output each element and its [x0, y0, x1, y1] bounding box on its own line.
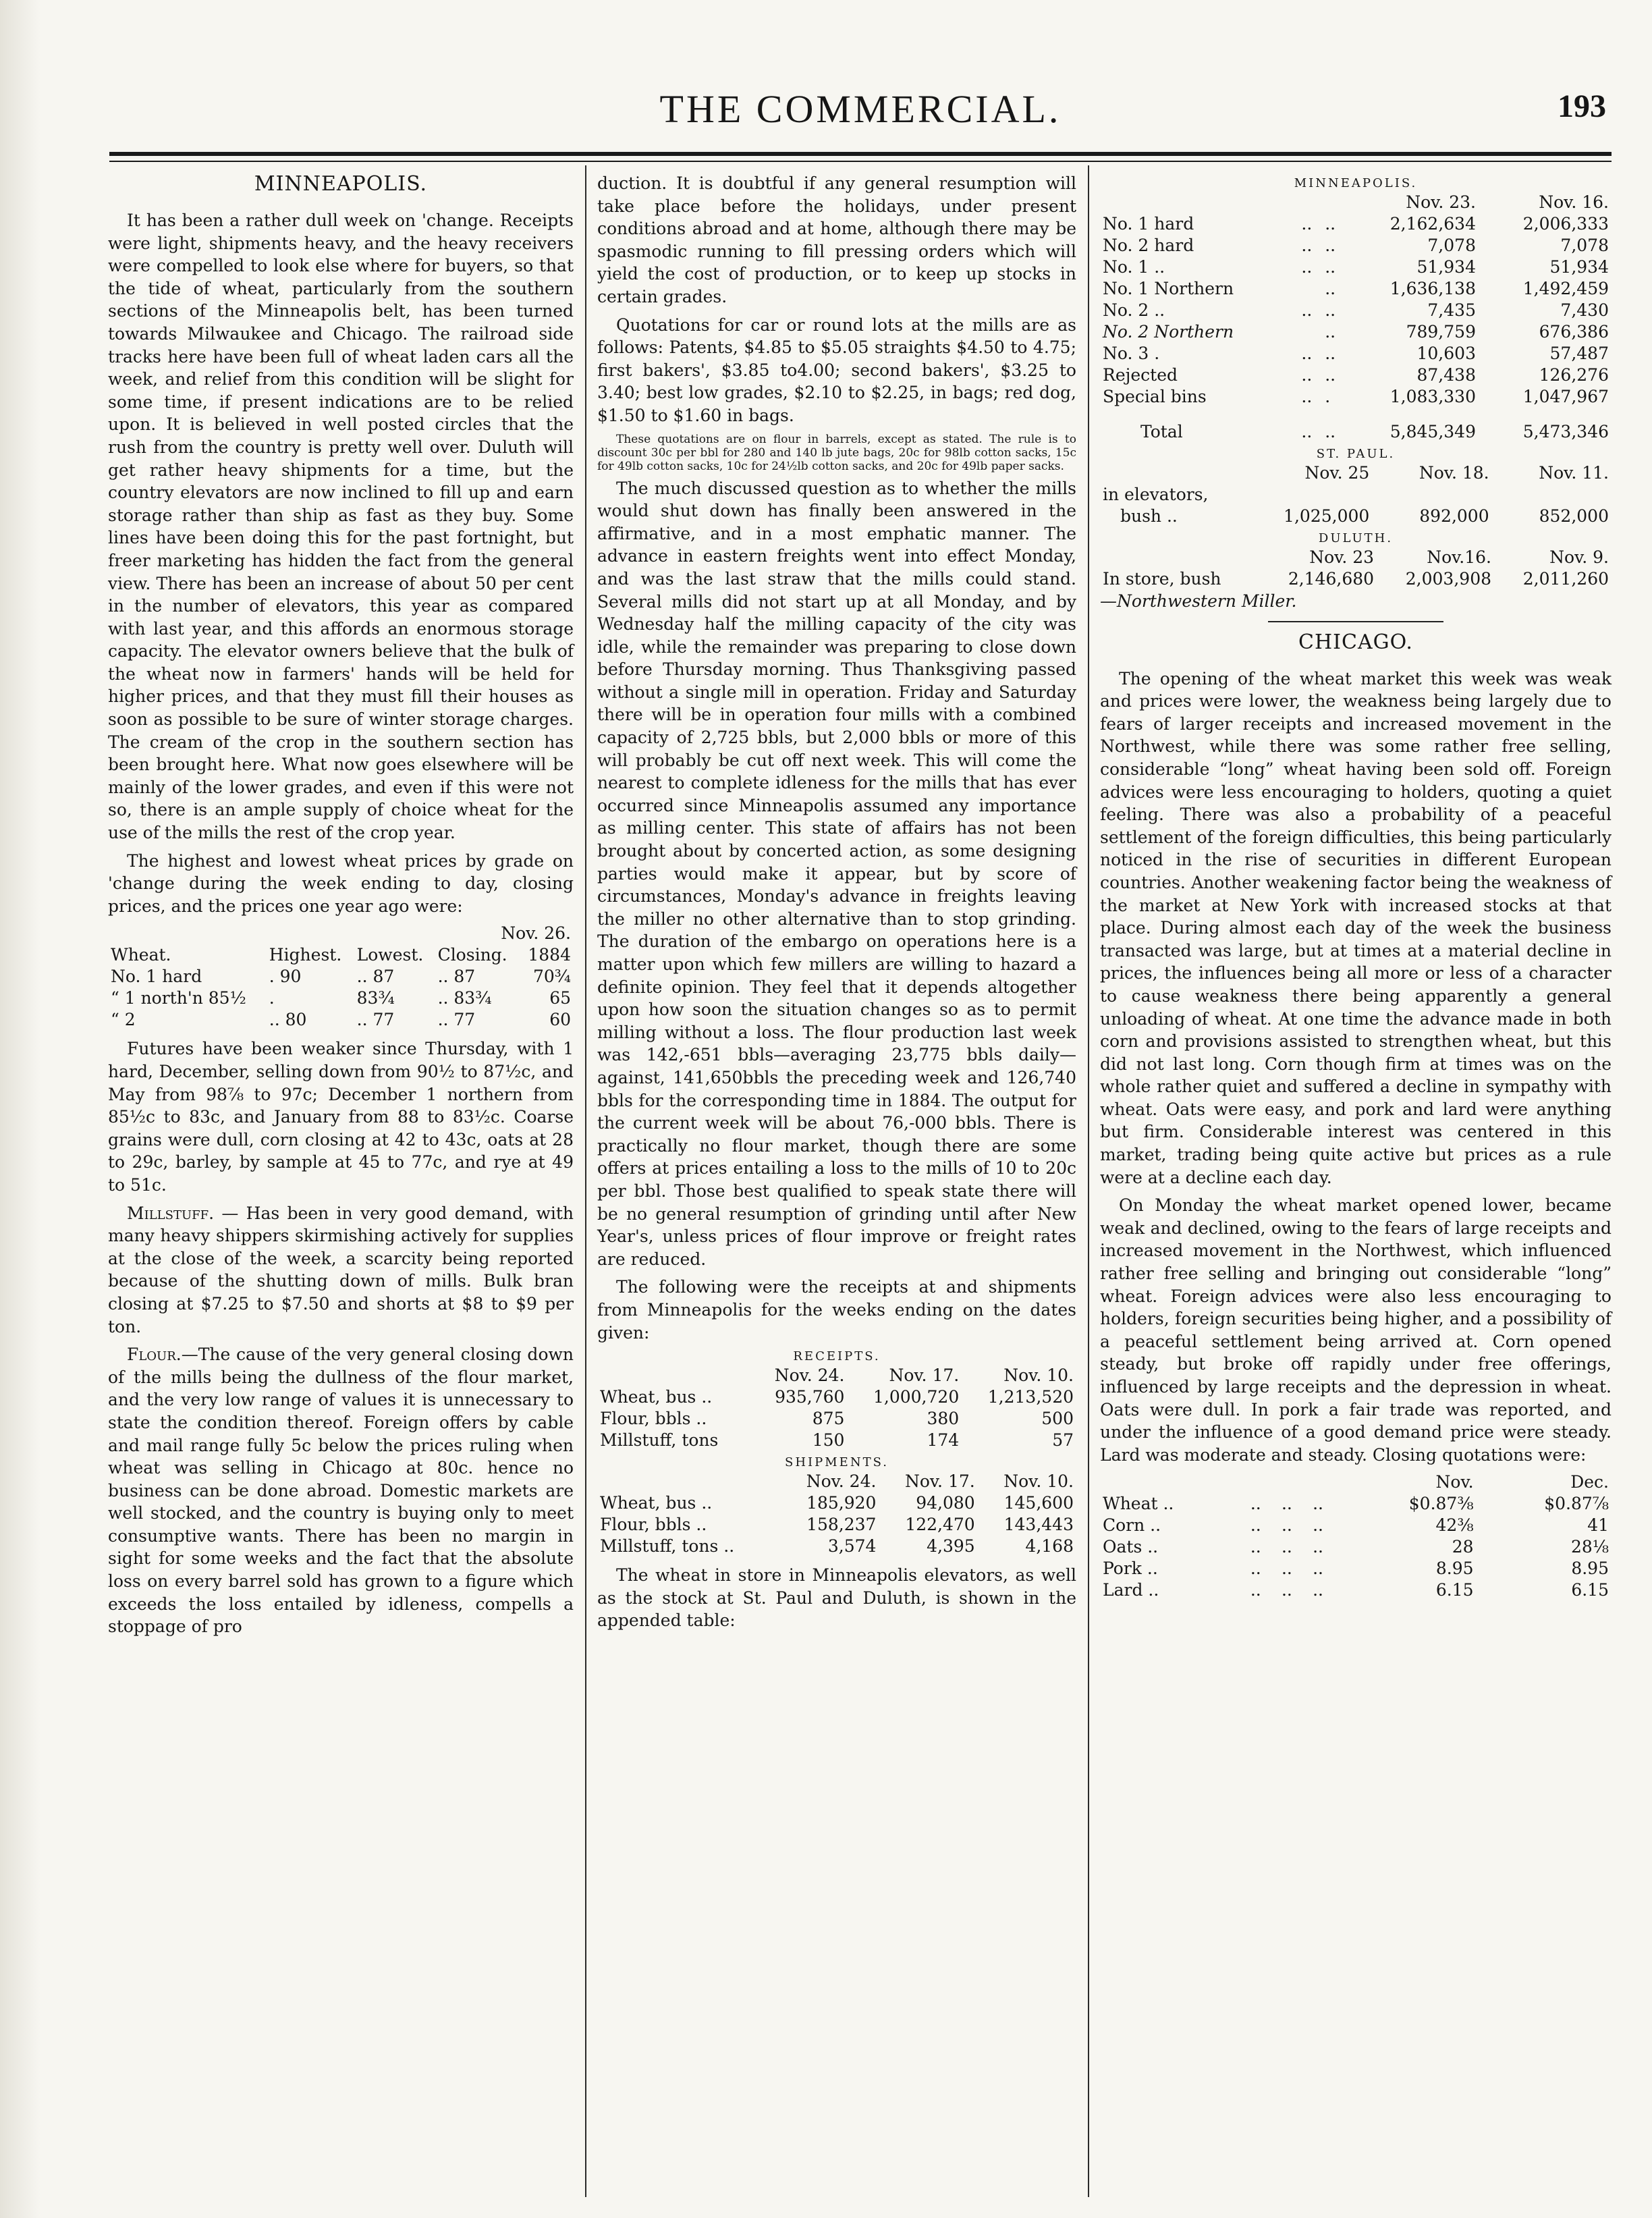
- page-number: 193: [1558, 88, 1606, 124]
- table-cell: No. 1 hard: [1103, 214, 1194, 234]
- duluth-heading: DULUTH.: [1318, 531, 1394, 545]
- shipments-heading: SHIPMENTS.: [785, 1455, 889, 1470]
- paragraph-millstuff: [108, 1202, 574, 1338]
- table-cell: 122,470: [905, 1515, 975, 1535]
- table-cell: .. 77: [356, 1010, 395, 1030]
- table-cell: ..: [1325, 344, 1336, 363]
- column-3: [1100, 172, 1612, 1601]
- table-row: [1100, 1536, 1612, 1558]
- paragraph: duction. It is doubtful if any general resumption will take place before the holidays, under present conditions abroad and at home, although there may be spasmodic running to fill pressing orders which will yield the cost of production, or to keep up stocks in certain grades.: [597, 173, 1076, 306]
- table-row: [1100, 568, 1612, 590]
- paragraph-text: —The cause of the very general closing down of the mills being the dullness of the flour market, and the very low range of values it is unnecessary to state the condition thereof. Foreign offers by cable and mail range fully 5c below the prices ruling when wheat was selling in Chicago at 80c. hence no business can be done abroad. Domestic markets are well stocked, and the country is buying only to meet consumptive wants. There has been no margin in sight for some weeks and the fact that the absolute loss on every barrel sold has grown to a figure which exceeds the loss entailed by idleness, compells a stoppage of pro: [108, 1345, 574, 1637]
- table-cell: Millstuff, tons ..: [600, 1536, 735, 1557]
- table-cell: Lard ..: [1103, 1580, 1159, 1600]
- header-rule-thick: [109, 152, 1612, 156]
- table-header-row: [1100, 1471, 1612, 1493]
- table-header-row: [1100, 462, 1612, 484]
- table-cell: 83¾: [356, 988, 395, 1008]
- paragraph-text: — Has been in very good demand, with many heavy shippers skirmishing actively for supplies at the close of the week, a scarcity being reported because of the shutting down of mills. Bulk bran closing at $7.25 to $7.50 and shorts at $8 to $9 per ton.: [108, 1203, 574, 1336]
- table-cell: $0.87⅞: [1544, 1494, 1609, 1514]
- duluth-table: [1100, 547, 1612, 590]
- column-header: Highest.: [269, 945, 342, 965]
- section-heading-minneapolis: MINNEAPOLIS.: [254, 172, 428, 196]
- table-cell: 70¾: [532, 967, 571, 987]
- table-cell: ..: [1313, 1580, 1323, 1600]
- table-cell: ..: [1250, 1494, 1261, 1514]
- table-row: [1100, 278, 1612, 300]
- table-cell: 57,487: [1549, 344, 1609, 363]
- table-cell: In store, bush: [1103, 569, 1221, 589]
- table-cell: ..: [1301, 300, 1313, 320]
- table-cell: 892,000: [1419, 506, 1489, 526]
- table-row: [1100, 1493, 1612, 1515]
- table-cell: 94,080: [916, 1493, 975, 1513]
- table-cell: Wheat ..: [1103, 1494, 1174, 1514]
- section-divider: [1268, 621, 1443, 622]
- table-row: [1100, 506, 1612, 527]
- paragraph: The highest and lowest wheat prices by grade on 'change during the week ending to day, closing prices, and the prices one year ago were:: [108, 850, 574, 916]
- table-cell: 8.95: [1435, 1559, 1474, 1579]
- table-cell: 185,920: [806, 1493, 877, 1513]
- table-cell: ..: [1281, 1515, 1292, 1536]
- table-cell: No. 2 hard: [1103, 236, 1194, 255]
- table-cell: 1,636,138: [1389, 279, 1476, 298]
- column-header: Closing.: [437, 945, 507, 965]
- shipments-table: [597, 1471, 1076, 1557]
- table-cell: “ 1 north'n 85½: [111, 988, 246, 1008]
- column-header: Nov.16.: [1427, 547, 1491, 567]
- publication-title: THE COMMERCIAL.: [659, 87, 1062, 131]
- run-in-heading: Flour.: [127, 1345, 182, 1365]
- paragraph: On Monday the wheat market opened lower, became weak and declined, owing to the fears of large receipts and increased movement in the Northwest, which influenced rather free selling and bringing out considerable “long” wheat. Foreign advices were also less encouraging to holders, foreign securities being higher, and a possibility of a peaceful settlement being arrived at. Corn opened steady, but broke off rapidly under free offerings, influenced by large receipts and the depression in wheat. Oats were dull. In pork a fair trade was reported, and under the influence of a good demand price were steady. Lard was moderate and steady. Closing quotations were:: [1100, 1195, 1612, 1465]
- run-in-heading: Millstuff.: [127, 1203, 215, 1223]
- column-header: Nov. 10.: [1003, 1471, 1074, 1492]
- column-header: Nov. 10.: [1003, 1365, 1074, 1386]
- table-cell: 145,600: [1003, 1493, 1074, 1513]
- table-row: [1100, 300, 1612, 321]
- column-header: Nov. 24.: [774, 1365, 845, 1386]
- column-header: Nov. 23.: [1406, 192, 1476, 212]
- column-header: Nov.: [1435, 1472, 1474, 1492]
- table-cell: Wheat, bus ..: [600, 1493, 713, 1513]
- column-header: Nov. 24.: [806, 1471, 877, 1492]
- table-cell: ..: [1301, 422, 1313, 441]
- table-cell: ..: [1281, 1580, 1292, 1600]
- table-header-row: [1100, 192, 1612, 213]
- minneapolis-store-heading: MINNEAPOLIS.: [1294, 176, 1418, 190]
- table-cell: ..: [1325, 322, 1336, 342]
- receipts-heading: RECEIPTS.: [793, 1349, 881, 1364]
- table-cell: ..: [1325, 236, 1336, 255]
- table-cell: ..: [1325, 300, 1336, 320]
- table-cell: ..: [1325, 257, 1336, 277]
- table-cell: “ 2: [111, 1010, 136, 1030]
- column-header: Nov. 23: [1309, 547, 1375, 567]
- column-1: [108, 172, 574, 1644]
- table-cell: $0.87⅜: [1408, 1494, 1474, 1514]
- table-cell: 852,000: [1539, 506, 1609, 526]
- table-cell: ..: [1250, 1580, 1261, 1600]
- table-cell: [1298, 278, 1322, 300]
- table-cell: ..: [1325, 214, 1336, 234]
- table-cell: 28⅛: [1570, 1537, 1609, 1557]
- table-header-row: [597, 1471, 1076, 1492]
- table-cell: 174: [927, 1430, 960, 1451]
- paragraph: The wheat in store in Minneapolis elevators, as well as the stock at St. Paul and Duluth, is shown in the appended table:: [597, 1565, 1076, 1631]
- table-cell: 935,760: [775, 1387, 845, 1407]
- table-cell: 126,276: [1539, 365, 1609, 385]
- table-cell: 87,438: [1416, 365, 1476, 385]
- header-rule-thin: [109, 161, 1612, 162]
- table-cell: .. 87: [356, 967, 395, 987]
- table-cell: Pork ..: [1103, 1559, 1158, 1579]
- scan-edge: [0, 0, 40, 2218]
- masthead: [108, 81, 1613, 148]
- table-cell: 875: [812, 1409, 845, 1429]
- table-cell: 2,011,260: [1522, 569, 1609, 589]
- table-cell: 1,047,967: [1522, 387, 1609, 406]
- table-date: Nov. 26.: [501, 923, 571, 944]
- table-cell: 10,603: [1416, 344, 1476, 363]
- table-cell: .: [1325, 387, 1331, 406]
- wheat-price-table: [108, 923, 574, 1031]
- section-heading-chicago: CHICAGO.: [1298, 630, 1413, 654]
- paragraph: The opening of the wheat market this week was weak and prices were lower, the weakness being largely due to fears of larger receipts and increased movement in the Northwest, while there was some rather free selling, considerable “long” wheat having been sold off. Foreign advices were less encouraging to holders, quoting a quiet feeling. There was also a probability of a peaceful settlement of the foreign difficulties, this being particularly noticed in the rise of securities in different European countries. Another weakening factor being the weakness of the market at New York with increased stocks at that place. During almost each day of the week the business transacted was large, but at times at a material decline in prices, the influences being all more or less of a character to cause weakness there being apparently a general unloading of wheat. At one time the advance made in both corn and provisions assisted to strengthen wheat, but this did not last long. Corn though firm at times was on the whole rather quiet and suffered a decline in sympathy with wheat. Oats were easy, and pork and lard were anything but firm. Considerable interest was centered in this market, trading being quite active but prices as a rule were at a decline each day.: [1100, 668, 1612, 1187]
- table-row: [1100, 1558, 1612, 1579]
- table-row: [108, 1009, 574, 1031]
- table-cell: No. 1 hard: [111, 967, 202, 987]
- table-cell: 2,146,680: [1288, 569, 1375, 589]
- table-cell: Flour, bbls ..: [600, 1409, 707, 1429]
- table-total-row: [1100, 421, 1612, 443]
- column-separator: [585, 165, 586, 2197]
- table-row: [1100, 256, 1612, 278]
- table-cell: .. 80: [269, 1010, 307, 1030]
- st-paul-heading: ST. PAUL.: [1316, 447, 1396, 461]
- column-header: Wheat.: [111, 945, 171, 965]
- table-cell: ..: [1250, 1537, 1261, 1557]
- minneapolis-store-table: [1100, 192, 1612, 443]
- table-cell: No. 3 .: [1103, 344, 1160, 363]
- table-cell: ..: [1325, 422, 1336, 441]
- table-cell: . 90: [269, 967, 302, 987]
- table-cell: 7,078: [1560, 236, 1609, 255]
- table-cell: 41: [1587, 1515, 1609, 1536]
- table-row: [597, 1430, 1076, 1451]
- column-2: [597, 172, 1076, 1638]
- table-row: [597, 1536, 1076, 1557]
- closing-quotations-table: [1100, 1471, 1612, 1601]
- table-header-row: [597, 1365, 1076, 1386]
- table-cell: 1,083,330: [1389, 387, 1476, 406]
- footnote: These quotations are on flour in barrels, except as stated. The rule is to discount 30c per bbl for 280 and 140 lb jute bags, 20c for 98lb cotton sacks, 15c for 49lb cotton sacks, 10c for 24½lb cotton sacks, and 20c for 49lb paper sacks.: [597, 432, 1076, 473]
- paragraph: Quotations for car or round lots at the mills are as follows: Patents, $4.85 to $5.05 straights $4.50 to 4.75; first bakers', $3.85 to4.00; second bakers', $3.25 to 3.40; best low grades, $2.10 to $2.25, in bags; red dog, $1.50 to $1.60 in bags.: [597, 315, 1076, 425]
- table-cell: 5,845,349: [1389, 422, 1476, 441]
- table-row: [597, 1408, 1076, 1430]
- table-row: [108, 966, 574, 988]
- table-cell: in elevators,: [1103, 485, 1209, 504]
- table-cell: ..: [1313, 1537, 1323, 1557]
- table-row: [1100, 484, 1612, 506]
- table-row: [108, 988, 574, 1009]
- table-cell: ..: [1325, 279, 1336, 298]
- table-cell: Wheat, bus ..: [600, 1387, 713, 1407]
- column-header: Nov. 17.: [904, 1471, 975, 1492]
- table-cell: bush ..: [1120, 506, 1178, 526]
- table-cell: 2,003,908: [1405, 569, 1491, 589]
- table-cell: ..: [1301, 257, 1313, 277]
- column-header: Nov. 9.: [1549, 547, 1609, 567]
- column-header: Nov. 16.: [1539, 192, 1609, 212]
- table-cell: ..: [1281, 1559, 1292, 1579]
- table-cell: Oats ..: [1103, 1537, 1159, 1557]
- table-header-row: [1100, 547, 1612, 568]
- table-cell: No. 2 ..: [1103, 300, 1165, 320]
- column-header: Nov. 18.: [1419, 463, 1489, 483]
- table-row: [1100, 213, 1612, 235]
- table-cell: 150: [812, 1430, 845, 1451]
- table-row: [1100, 1579, 1612, 1601]
- table-cell: ..: [1301, 214, 1313, 234]
- paragraph: It has been a rather dull week on 'change. Receipts were light, shipments heavy, and the heavy receivers were compelled to look else where for buyers, so that the tide of wheat, particularly from the southern sections of the Minneapolis belt, has been turned towards Milwaukee and Chicago. The railroad side tracks here have been full of wheat laden cars all the week, and relief from this condition will be slight for some time, if present indications are to be relied upon. It is believed in well posted circles that the rush from the country is pretty well over. Duluth will get rather heavy shipments for a time, but the country elevators are now inclined to fill up and earn storage rather than ship as fast as they buy. Some lines have been doing this for the past fortnight, but freer marketing has hidden the fact from the general view. There has been an increase of about 50 per cent in the number of elevators, this year as compared with last year, and this affords an enormous storage capacity. The elevator owners believe that the bulk of the wheat now in farmers' hands will be held for higher prices, and that they must fill their houses as soon as possible to be sure of winter storage charges. The cream of the crop in the southern section has been brought here. What now goes elsewhere will be mainly of the lower grades, and even if this were not so, there is an ample supply of choice wheat for the use of the mills the rest of the crop year.: [108, 211, 574, 843]
- column-header: Lowest.: [356, 945, 424, 965]
- table-cell: 676,386: [1539, 322, 1609, 342]
- table-cell: Millstuff, tons: [600, 1430, 719, 1451]
- table-cell: 3,574: [827, 1536, 877, 1557]
- table-cell: Corn ..: [1103, 1515, 1161, 1536]
- table-cell: ..: [1250, 1515, 1261, 1536]
- table-cell: 500: [1041, 1409, 1074, 1429]
- table-cell: No. 2 Northern: [1103, 322, 1234, 342]
- table-cell: 143,443: [1003, 1515, 1074, 1535]
- column-header: Nov. 17.: [889, 1365, 960, 1386]
- table-cell: 1,213,520: [987, 1387, 1074, 1407]
- table-cell: 1,025,000: [1284, 506, 1370, 526]
- table-cell: 8.95: [1571, 1559, 1609, 1579]
- table-cell: [1298, 321, 1322, 343]
- table-row: [1100, 364, 1612, 386]
- table-cell: 28: [1452, 1537, 1474, 1557]
- table-cell: 7,430: [1560, 300, 1609, 320]
- table-cell: 51,934: [1416, 257, 1476, 277]
- table-cell: ..: [1301, 236, 1313, 255]
- table-cell: .: [269, 988, 275, 1008]
- column-header: Nov. 25: [1304, 463, 1370, 483]
- table-cell: .. 83¾: [437, 988, 492, 1008]
- table-cell: ..: [1313, 1559, 1323, 1579]
- table-cell: 6.15: [1571, 1580, 1609, 1600]
- table-cell: .. 87: [437, 967, 476, 987]
- table-header-row: [108, 944, 574, 966]
- table-row: [597, 1492, 1076, 1514]
- table-cell: ..: [1301, 387, 1313, 406]
- table-cell: No. 1 ..: [1103, 257, 1165, 277]
- table-cell: 42⅜: [1435, 1515, 1474, 1536]
- table-cell: Total: [1140, 422, 1183, 441]
- table-cell: Rejected: [1103, 365, 1178, 385]
- st-paul-table: [1100, 462, 1612, 527]
- table-cell: 2,162,634: [1389, 214, 1476, 234]
- table-cell: ..: [1250, 1559, 1261, 1579]
- column-header: 1884: [528, 945, 571, 965]
- table-cell: Special bins: [1103, 387, 1207, 406]
- table-row: [1100, 321, 1612, 343]
- table-cell: 57: [1052, 1430, 1074, 1451]
- table-cell: 2,006,333: [1522, 214, 1609, 234]
- table-cell: ..: [1313, 1515, 1323, 1536]
- table-cell: 1,492,459: [1522, 279, 1609, 298]
- table-cell: 7,435: [1427, 300, 1476, 320]
- paragraph: The following were the receipts at and shipments from Minneapolis for the weeks ending on the dates given:: [597, 1277, 1076, 1343]
- table-cell: 5,473,346: [1522, 422, 1609, 441]
- table-row: [1100, 386, 1612, 408]
- table-cell: ..: [1301, 365, 1313, 385]
- receipts-table: [597, 1365, 1076, 1451]
- table-row: [1100, 1515, 1612, 1536]
- table-cell: 65: [549, 988, 571, 1008]
- paragraph-flour: [108, 1343, 574, 1638]
- column-header: Nov. 11.: [1539, 463, 1609, 483]
- table-cell: 7,078: [1427, 236, 1476, 255]
- column-separator: [1088, 165, 1089, 2197]
- table-row: [597, 1386, 1076, 1408]
- table-cell: ..: [1301, 344, 1313, 363]
- table-cell: ..: [1325, 365, 1336, 385]
- table-cell: 158,237: [806, 1515, 877, 1535]
- table-cell: Flour, bbls ..: [600, 1515, 707, 1535]
- table-cell: .. 77: [437, 1010, 476, 1030]
- paragraph: Futures have been weaker since Thursday, with 1 hard, December, selling down from 90½ to 87½c, and May from 98⅞ to 97c; December 1 northern from 85½c to 83c, and January from 88 to 83½c. Coarse grains were dull, corn closing at 42 to 43c, oats at 28 to 29c, barley, by sample at 45 to 77c, and rye at 49 to 51c.: [108, 1039, 574, 1195]
- table-cell: 380: [927, 1409, 960, 1429]
- table-row: [597, 1514, 1076, 1536]
- table-cell: 1,000,720: [873, 1387, 960, 1407]
- table-row: [1100, 343, 1612, 364]
- table-cell: ..: [1281, 1537, 1292, 1557]
- column-header: Dec.: [1570, 1472, 1609, 1492]
- table-cell: 60: [549, 1010, 571, 1030]
- table-cell: 4,168: [1025, 1536, 1074, 1557]
- table-cell: ..: [1313, 1494, 1323, 1514]
- table-cell: 51,934: [1549, 257, 1609, 277]
- table-cell: No. 1 Northern: [1103, 279, 1234, 298]
- table-row: [1100, 235, 1612, 256]
- table-cell: 4,395: [927, 1536, 975, 1557]
- table-cell: 6.15: [1435, 1580, 1474, 1600]
- source-credit: —Northwestern Miller.: [1100, 591, 1297, 611]
- table-cell: ..: [1281, 1494, 1292, 1514]
- paragraph: The much discussed question as to whether the mills would shut down has finally been answered in the affirmative, and in a most emphatic manner. The advance in eastern freights went into effect Monday, and was the last straw that the mills could stand. Several mills did not start up at all Monday, and by Wednesday half the milling capacity of the city was idle, while the remainder was preparing to close down before Thursday morning. Thus Thanksgiving passed without a single mill in operation. Friday and Saturday there will be in operation four mills with a combined capacity of 2,725 bbls, but 2,000 bbls or more of this will probably be cut off next week. This will come the nearest to complete idleness for the mills that has ever occurred since Minneapolis assumed any importance as milling center. This state of affairs has not been brought about by concerted action, as some designing parties would make it appear, but by score of circumstances, Monday's advance in freights leaving the miller no other alternative than to stop grinding. The duration of the embargo on operations here is a matter upon which few millers are willing to hazard a definite opinion. They feel that it depends altogether upon how soon the situation changes so as to permit milling without a loss. The flour production last week was 142,-651 bbls—averaging 23,775 bbls daily—against, 141,650bbls the preceding week and 126,740 bbls for the corresponding time in 1884. The output for the current week will be about 76,-000 bbls. There is practically no flour market, though there are some offers at prices entailing a loss to the mills of 10 to 20c per bbl. Those best qualified to speak state there will be no general resumption of grinding until after New Year's, unless prices of flour improve or freight rates are reduced.: [597, 478, 1076, 1269]
- table-cell: 789,759: [1406, 322, 1476, 342]
